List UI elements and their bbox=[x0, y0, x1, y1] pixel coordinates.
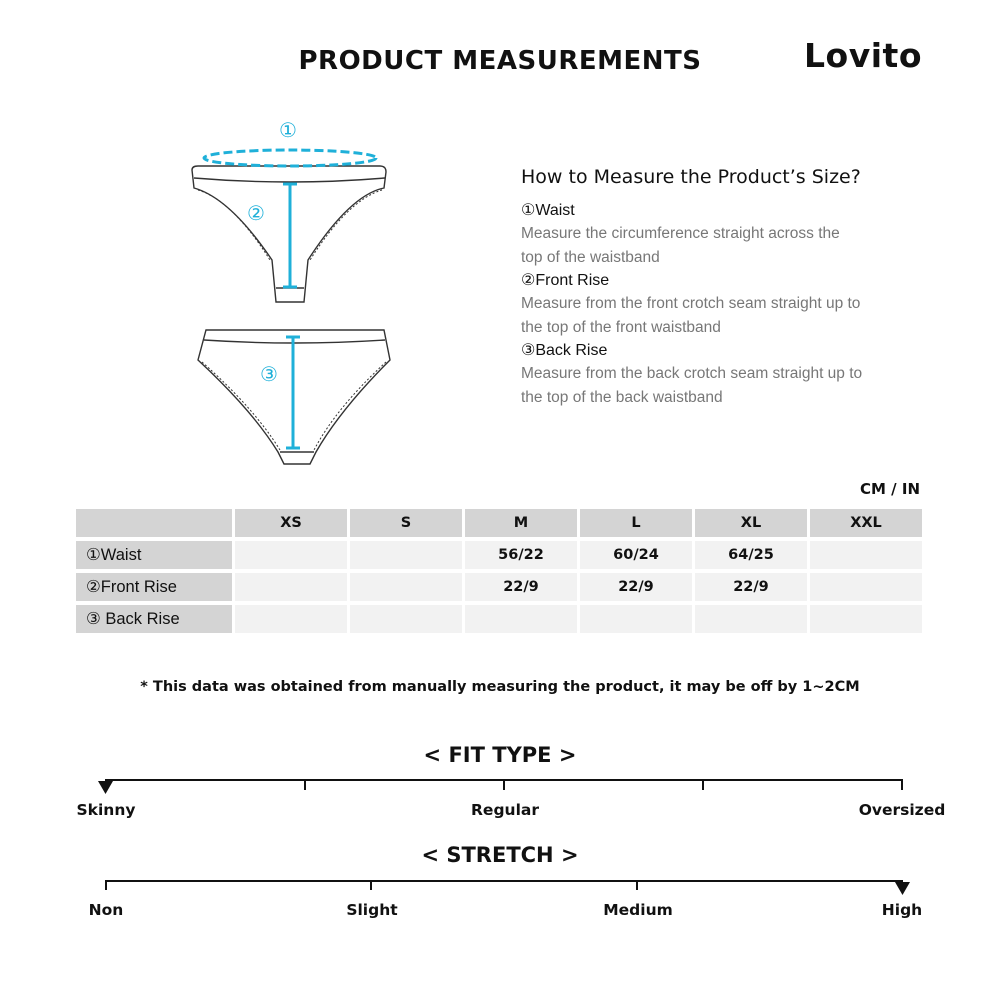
how-to-title: How to Measure the Product’s Size? bbox=[521, 166, 861, 188]
waist-ellipse bbox=[204, 150, 376, 166]
stretch-label-slight: Slight bbox=[346, 901, 398, 919]
stretch-label-high: High bbox=[881, 901, 923, 919]
column-header: XL bbox=[695, 509, 807, 537]
table-cell: 22/9 bbox=[695, 573, 807, 601]
step-description bbox=[521, 222, 921, 269]
step-description-line: the top of the front waistband bbox=[521, 318, 721, 336]
marker-back-rise: ③ bbox=[260, 362, 278, 386]
row-label: ①Waist bbox=[76, 541, 232, 569]
fit-type-label-regular: Regular bbox=[471, 801, 539, 819]
fit-type-indicator bbox=[98, 781, 113, 794]
stretch-label-medium: Medium bbox=[603, 901, 673, 919]
table-corner-cell bbox=[76, 509, 232, 537]
fit-type-title: < FIT TYPE > bbox=[423, 743, 577, 767]
table-cell bbox=[350, 541, 462, 569]
step-description-line: Measure from the back crotch seam straight up to bbox=[521, 365, 863, 382]
row-label: ③ Back Rise bbox=[76, 605, 232, 633]
table-cell bbox=[350, 573, 462, 601]
step-description-line: top of the waistband bbox=[521, 248, 660, 266]
table-cell bbox=[465, 605, 577, 633]
marker-waist: ① bbox=[279, 118, 297, 142]
table-cell bbox=[810, 605, 922, 633]
stretch-title: < STRETCH > bbox=[421, 843, 579, 867]
table-cell bbox=[810, 541, 922, 569]
table-cell: 60/24 bbox=[580, 541, 692, 569]
table-row bbox=[76, 605, 922, 633]
fit-type-label-skinny: Skinny bbox=[76, 801, 136, 819]
step-description bbox=[521, 362, 921, 409]
step-description-line: the top of the back waistband bbox=[521, 388, 723, 406]
measurement-note: * This data was obtained from manually measuring the product, it may be off by 1~2CM bbox=[140, 679, 860, 695]
stretch-indicator bbox=[895, 882, 910, 895]
step-description bbox=[521, 292, 921, 339]
table-cell: 64/25 bbox=[695, 541, 807, 569]
table-cell bbox=[580, 605, 692, 633]
table-cell bbox=[235, 605, 347, 633]
step-back-rise bbox=[521, 340, 921, 409]
step-waist bbox=[521, 200, 921, 269]
table-cell: 22/9 bbox=[580, 573, 692, 601]
step-description-line: Measure the circumference straight across the bbox=[521, 225, 840, 242]
table-cell: 22/9 bbox=[465, 573, 577, 601]
step-name: ②Front Rise bbox=[521, 272, 610, 289]
brand-logo: Lovito bbox=[804, 36, 922, 75]
step-name: ①Waist bbox=[521, 202, 575, 219]
column-header: XXL bbox=[810, 509, 922, 537]
column-header: S bbox=[350, 509, 462, 537]
how-to-steps bbox=[521, 200, 921, 410]
table-cell bbox=[810, 573, 922, 601]
units-label: CM / IN bbox=[860, 480, 920, 498]
step-name: ③Back Rise bbox=[521, 342, 608, 359]
column-header: L bbox=[580, 509, 692, 537]
table-cell bbox=[235, 573, 347, 601]
stretch-label-non: Non bbox=[88, 901, 124, 919]
table-cell: 56/22 bbox=[465, 541, 577, 569]
page-title: PRODUCT MEASUREMENTS bbox=[298, 46, 702, 76]
table-cell bbox=[350, 605, 462, 633]
table-cell bbox=[695, 605, 807, 633]
column-header: M bbox=[465, 509, 577, 537]
size-table bbox=[76, 509, 922, 637]
table-cell bbox=[235, 541, 347, 569]
step-front-rise bbox=[521, 270, 921, 339]
column-header: XS bbox=[235, 509, 347, 537]
table-row bbox=[76, 541, 922, 569]
table-header-row bbox=[76, 509, 922, 537]
step-description-line: Measure from the front crotch seam straight up to bbox=[521, 295, 861, 312]
table-row bbox=[76, 573, 922, 601]
fit-type-label-oversized: Oversized bbox=[858, 801, 946, 819]
marker-front-rise: ② bbox=[247, 201, 265, 225]
measurement-diagram bbox=[180, 110, 410, 480]
row-label: ②Front Rise bbox=[76, 573, 232, 601]
